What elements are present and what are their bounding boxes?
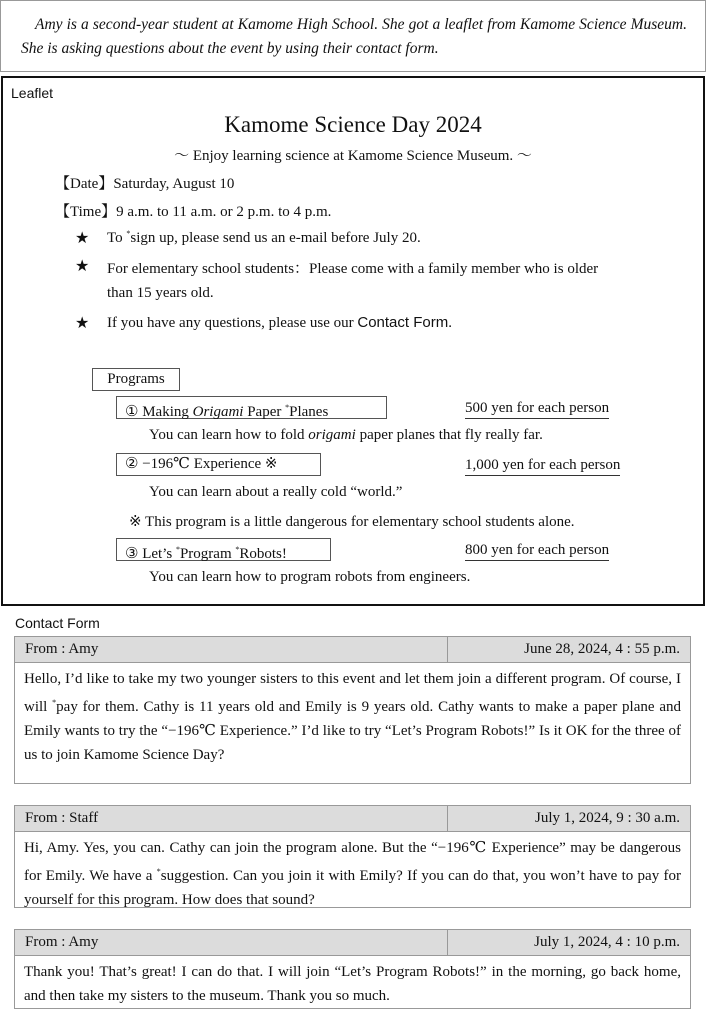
message-2-body — [15, 832, 690, 912]
program-1-desc-italic: origami — [308, 427, 356, 443]
note-signup-asterisk: * — [126, 229, 131, 238]
program-3-name-pre: Let’s — [142, 546, 176, 562]
time-value: 9 a.m. to 11 a.m. or 2 p.m. to 4 p.m. — [116, 204, 332, 220]
program-3-number: ③ — [125, 546, 139, 562]
program-3-description: You can learn how to program robots from engineers. — [149, 569, 471, 585]
note-questions-pre: If you have any questions, please use our — [107, 315, 358, 331]
program-1-desc-pre: You can learn how to fold — [149, 427, 309, 443]
message-3 — [14, 929, 691, 1009]
message-3-header — [15, 930, 690, 956]
program-1-desc-post: paper planes that fly really far. — [355, 427, 543, 443]
time-row — [55, 200, 331, 221]
message-2-from: From : Staff — [15, 806, 448, 831]
star-icon: ★ — [75, 230, 90, 247]
message-2-date: July 1, 2024, 9 : 30 a.m. — [535, 810, 680, 826]
program-1-name-mid: Paper — [243, 404, 286, 420]
message-1-body-pre: Hello, I’d like to take my two younger sisters to this event and let them join a different program. Of course, I will — [24, 671, 681, 715]
program-1-title — [116, 396, 387, 419]
message-2-header — [15, 806, 690, 832]
contact-form-label: Contact Form — [15, 615, 100, 631]
message-1-date: June 28, 2024, 4 : 55 p.m. — [524, 641, 680, 657]
note-elementary-line1: For elementary school students：Please come with a family member who is older — [107, 261, 599, 277]
program-3-title — [116, 538, 331, 561]
message-3-body-pre: Thank you! That’s great! I can do that. I will join “Let’s Program Robots!” in the morning, go back home, and then take my sisters to the museum. Thank you so much. — [24, 964, 681, 1004]
program-1-name-pre: Making — [142, 404, 193, 420]
program-1-name-post: Planes — [289, 404, 329, 420]
note-signup-pre: To — [107, 230, 127, 246]
message-3-date: July 1, 2024, 4 : 10 p.m. — [534, 934, 680, 950]
intro-text: Amy is a second-year student at Kamome High School. She got a leaflet from Kamome Science Museum. She is asking questions about the event by using their contact form. — [21, 16, 687, 57]
time-label: 【Time】 — [55, 204, 117, 220]
message-2-body-pre: Hi, Amy. Yes, you can. Cathy can join the program alone. But the “−196℃ Experience” may be dangerous for Emily. We have a — [24, 840, 681, 884]
message-1-body-post: pay for them. Cathy is 11 years old and Emily is 9 years old. Cathy wants to make a paper plane and Emily wants to try the “−196℃ Experience.” I’d like to try “Let’s Program Robots!” Is it OK for the three of us to join Kamome Science Day? — [24, 699, 681, 763]
leaflet-box — [1, 76, 705, 606]
program-1-number: ① — [125, 404, 139, 420]
program-3-name-post: Robots! — [239, 546, 287, 562]
program-1-name-italic: Origami — [192, 404, 244, 420]
message-2-asterisk: * — [156, 867, 161, 876]
note-questions — [107, 314, 452, 332]
program-2-price: 1,000 yen for each person — [465, 456, 620, 476]
program-2-description: You can learn about a really cold “world.” — [149, 484, 403, 500]
program-1-asterisk: * — [285, 403, 290, 412]
programs-heading: Programs — [92, 368, 180, 391]
message-3-from: From : Amy — [15, 930, 448, 955]
star-icon: ★ — [75, 258, 90, 275]
date-row — [55, 172, 234, 193]
intro-box — [0, 0, 706, 72]
program-2-warning: ※ This program is a little dangerous for elementary school students alone. — [129, 514, 575, 530]
note-signup-post: sign up, please send us an e-mail before July 20. — [130, 230, 421, 246]
message-1 — [14, 636, 691, 784]
star-icon: ★ — [75, 315, 90, 332]
note-signup — [107, 229, 421, 247]
program-2-name: −196℃ Experience ※ — [142, 456, 278, 472]
program-3-name-mid: Program — [179, 546, 236, 562]
contact-form-link: Contact Form — [357, 314, 449, 331]
program-3-price: 800 yen for each person — [465, 541, 609, 561]
note-questions-post: . — [448, 315, 452, 331]
program-1-description — [149, 427, 543, 444]
message-1-header — [15, 637, 690, 663]
message-1-body — [15, 663, 690, 767]
program-3-asterisk-2: * — [235, 545, 240, 554]
date-value: Saturday, August 10 — [113, 176, 235, 192]
message-2-body-post: suggestion. Can you join it with Emily? If you can do that, you won’t have to pay for yourself for this program. How does that sound? — [24, 868, 681, 908]
message-2 — [14, 805, 691, 908]
program-2-number: ② — [125, 456, 139, 472]
message-1-from: From : Amy — [15, 637, 448, 662]
leaflet-title: Kamome Science Day 2024 — [224, 112, 482, 137]
leaflet-subtitle: ～ Enjoy learning science at Kamome Science Museum. ～ — [174, 148, 532, 164]
program-2-title — [116, 453, 321, 476]
leaflet-label: Leaflet — [11, 85, 54, 101]
note-elementary-line2: than 15 years old. — [107, 285, 214, 301]
message-3-body — [15, 956, 690, 1008]
program-1-price: 500 yen for each person — [465, 399, 609, 419]
date-label: 【Date】 — [55, 176, 114, 192]
message-1-asterisk: * — [52, 698, 57, 707]
program-3-asterisk-1: * — [175, 545, 180, 554]
